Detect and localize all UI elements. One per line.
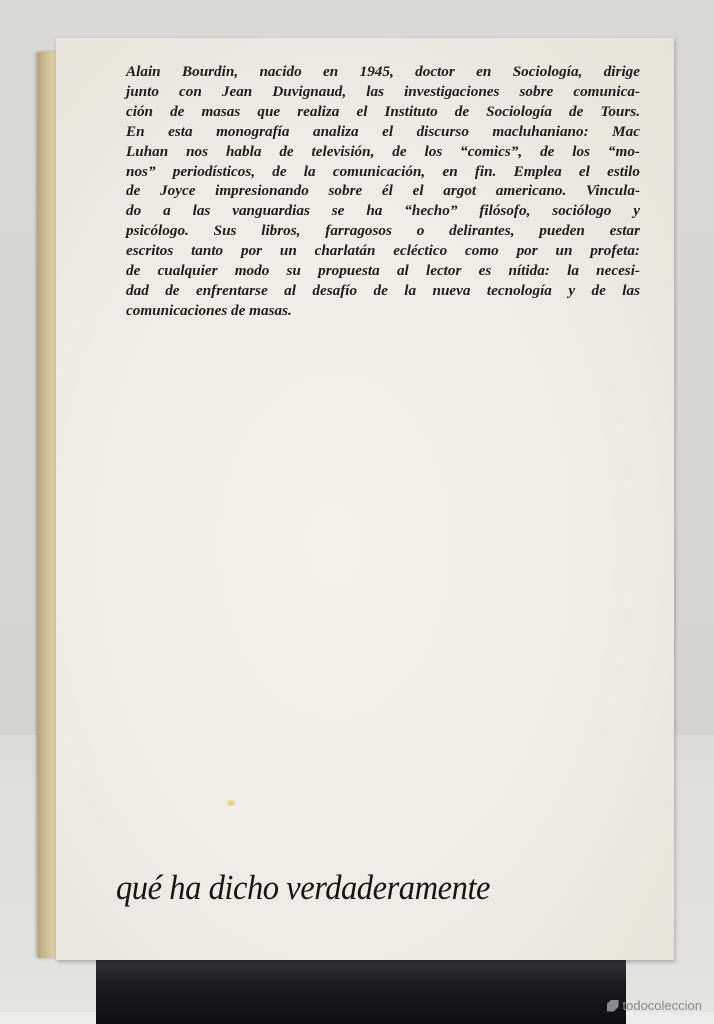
blurb-line: junto con Jean Duvignaud, las investigaciones sobre comunica-: [126, 82, 640, 100]
blurb-line: do a las vanguardias se ha “hecho” filósofo, sociólogo y: [126, 202, 640, 220]
blurb-line: Alain Bourdin, nacido en 1945, doctor en Sociología, dirige: [126, 63, 640, 80]
paper-stain: [227, 800, 235, 806]
blurb-line: de Joyce impresionando sobre él el argot americano. Vincula-: [126, 182, 640, 200]
series-title: qué ha dicho verdaderamente: [116, 868, 491, 907]
blurb-line: de cualquier modo su propuesta al lector es nítida: la necesi-: [126, 262, 640, 280]
blurb-line: comunicaciones de masas.: [126, 301, 292, 319]
watermark-text: todocoleccion: [622, 998, 702, 1013]
book-stand: [96, 955, 626, 1024]
todocoleccion-logo-icon: [607, 1000, 619, 1012]
watermark: [607, 998, 703, 1013]
blurb-line: ción de masas que realiza el Instituto de Sociología de Tours.: [126, 102, 640, 120]
back-cover-blurb: [126, 62, 640, 321]
blurb-line: nos” periodísticos, de la comunicación, en fin. Emplea el estilo: [126, 162, 640, 180]
blurb-line: Luhan nos habla de televisión, de los “comics”, de los “mo-: [126, 142, 640, 160]
blurb-line: escritos tanto por un charlatán ecléctico como por un profeta:: [126, 242, 640, 260]
blurb-line: En esta monografía analiza el discurso macluhaniano: Mac: [126, 122, 640, 140]
blurb-line: dad de enfrentarse al desafío de la nueva tecnología y de las: [126, 281, 640, 299]
blurb-line: psicólogo. Sus libros, farragosos o delirantes, pueden estar: [126, 222, 640, 240]
